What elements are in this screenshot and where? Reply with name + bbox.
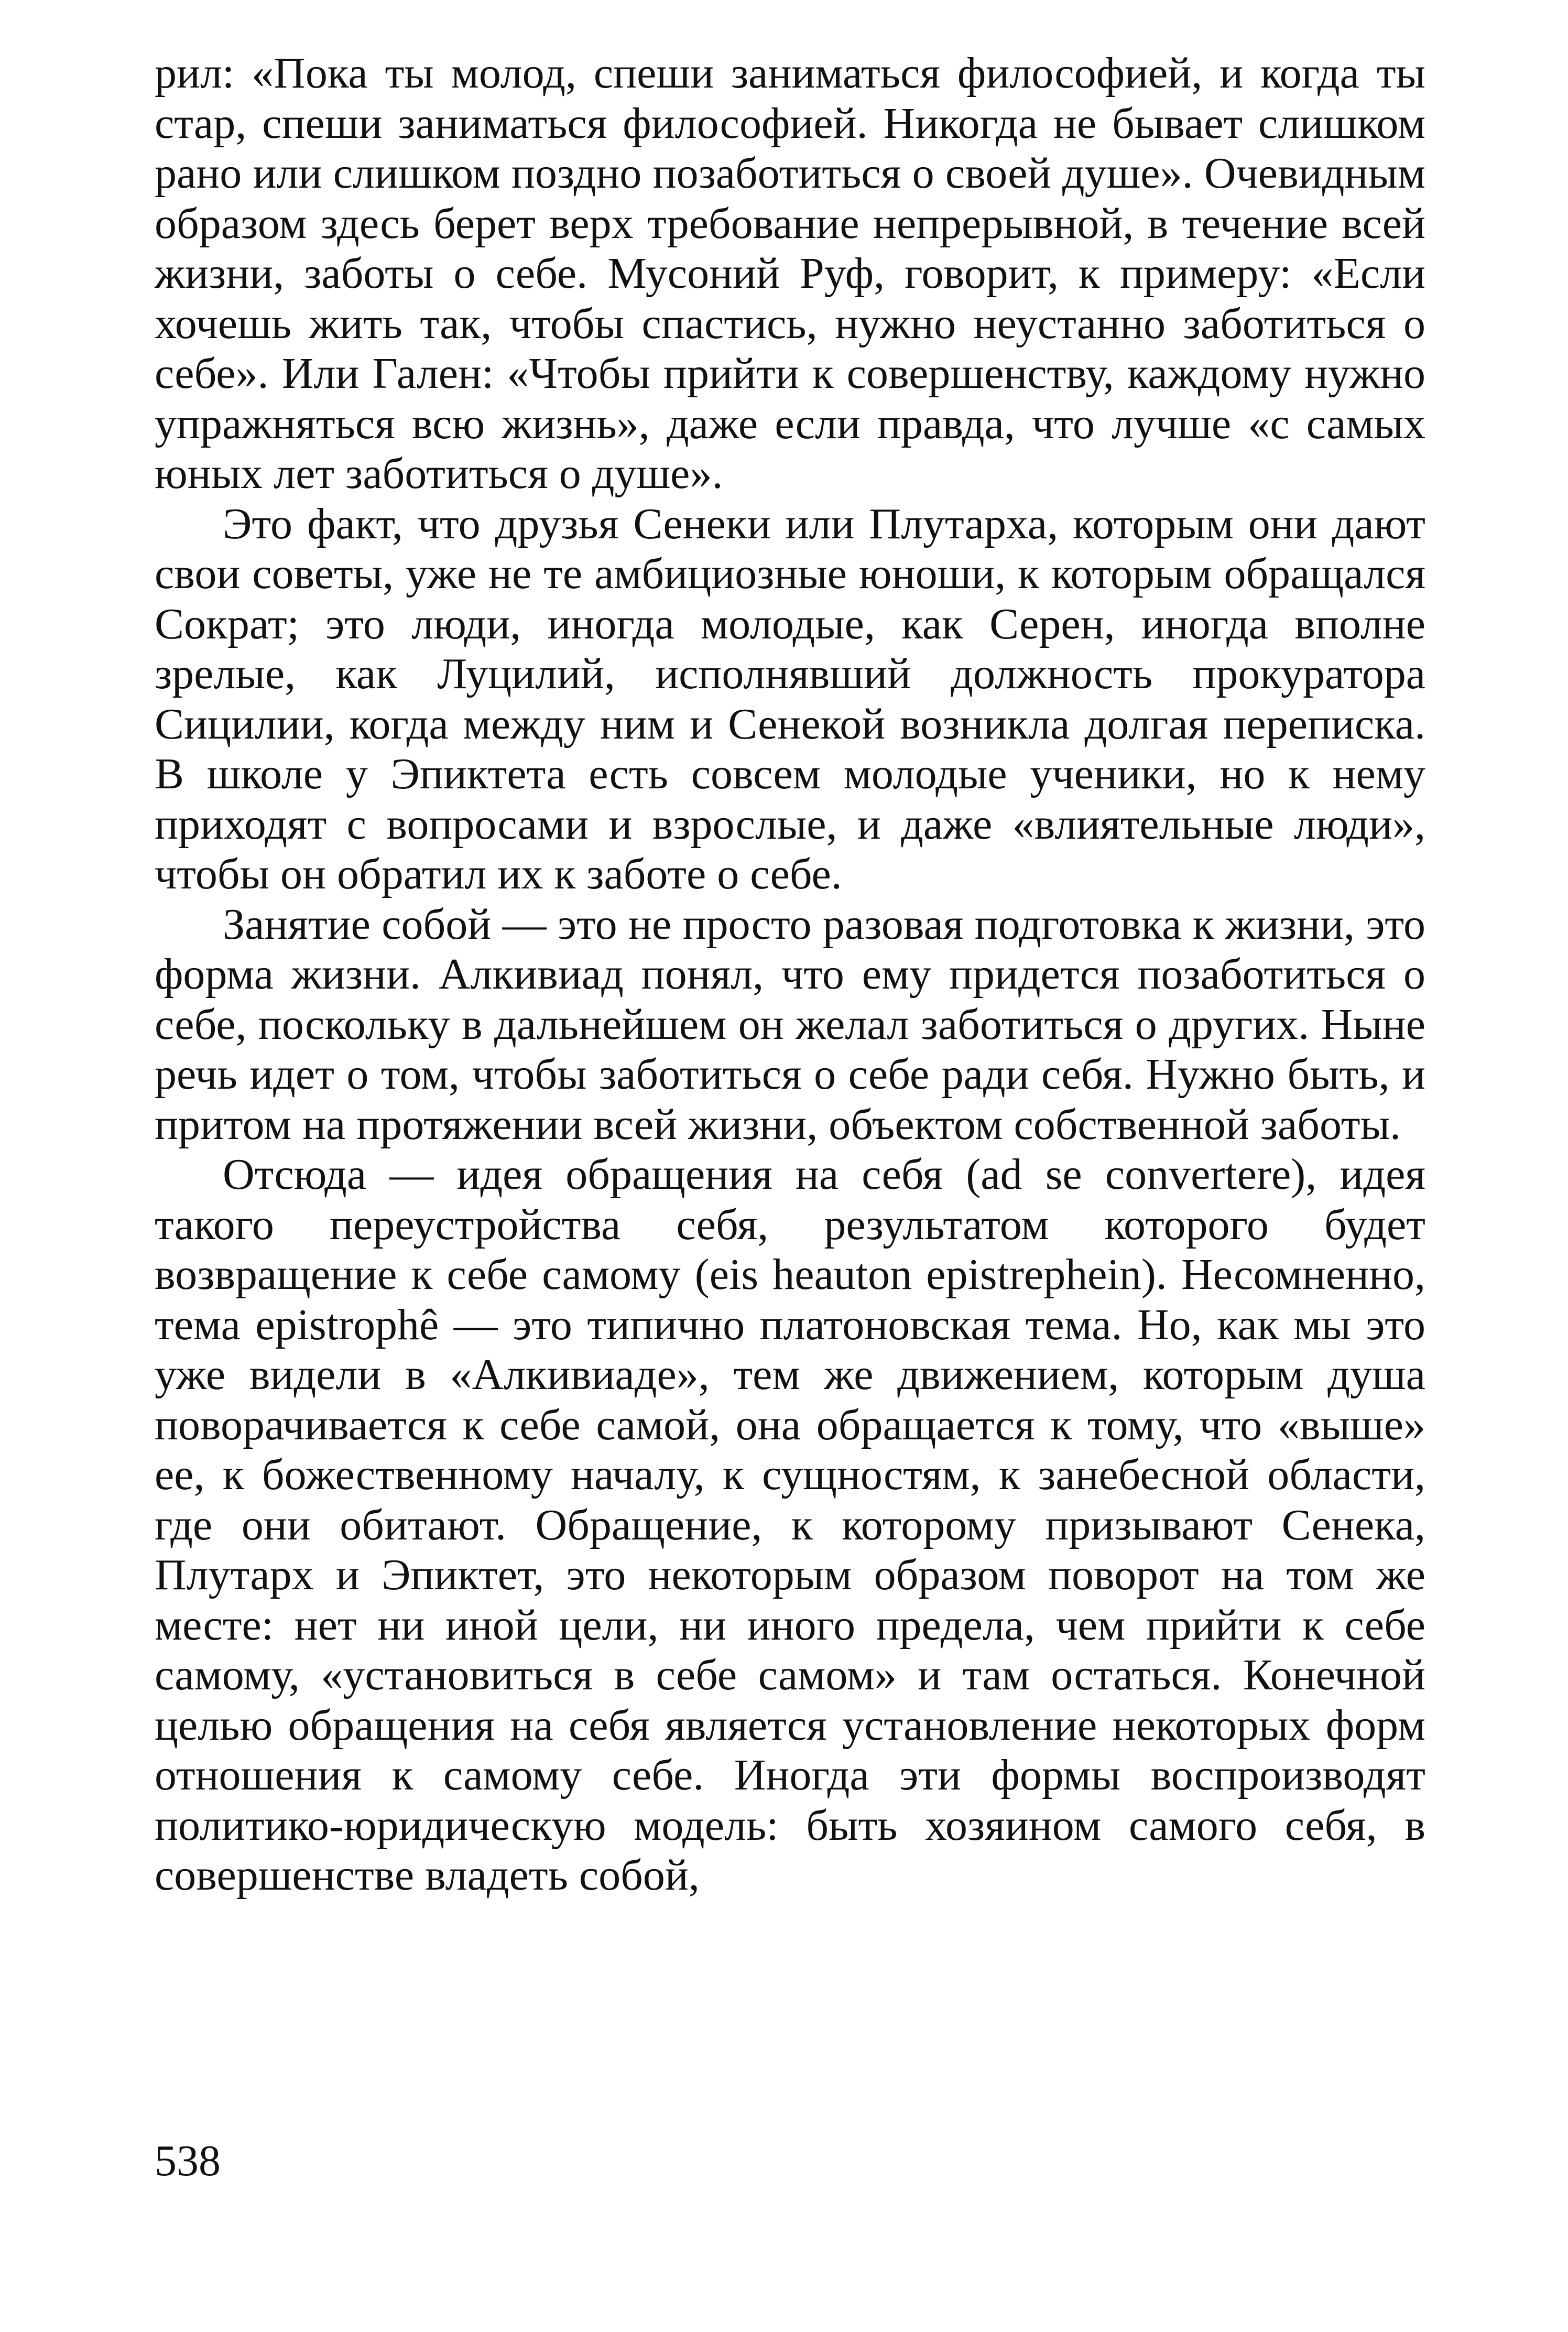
paragraph: рил: «Пока ты молод, спеши заниматься философией, и когда ты стар, спеши заниматься философией. Никогда не бывает слишком рано или слишком поздно позаботиться о своей душе». Очевидным образом здесь берет верх требование непрерывной, в течение всей жизни, заботы о себе. Мусоний Руф, говорит, к примеру: «Если хочешь жить так, чтобы спастись, нужно неустанно заботиться о себе». Или Гален: «Чтобы прийти к совершенству, каждому нужно упражняться всю жизнь», даже если правда, что лучше «с самых юных лет заботиться о душе». (155, 49, 1425, 498)
paragraph: Отсюда — идея обращения на себя (ad se convertere), идея такого переустройства себя, результатом которого будет возвращение к себе самому (eis heauton epistrephein). Несомненно, тема epistrophê — это типично платоновская тема. Но, как мы это уже видели в «Алкивиаде», тем же движением, которым душа поворачивается к себе самой, она обращается к тому, что «выше» ее, к божественному началу, к сущностям, к занебесной области, где они обитают. Обращение, к которому призывают Сенека, Плутарх и Эпиктет, это некоторым образом поворот на том же месте: нет ни иной цели, ни иного предела, чем прийти к себе самому, «установиться в себе самом» и там остаться. Конечной целью обращения на себя является установление некоторых форм отношения к самому себе. Иногда эти формы воспроизводят политико-юридическую модель: быть хозяином самого себя, в совершенстве владеть собой, (155, 1150, 1425, 1900)
page-number: 538 (155, 2136, 221, 2185)
body-text (155, 48, 1425, 1901)
paragraph: Это факт, что друзья Сенеки или Плутарха, которым они дают свои советы, уже не те амбициозные юноши, к которым обращался Сократ; это люди, иногда молодые, как Серен, иногда вполне зрелые, как Луцилий, исполнявший должность прокуратора Сицилии, когда между ним и Сенекой возникла долгая переписка. В школе у Эпиктета есть совсем молодые ученики, но к нему приходят с вопросами и взрослые, и даже «влиятельные люди», чтобы он обратил их к заботе о себе. (155, 499, 1425, 898)
paragraph: Занятие собой — это не просто разовая подготовка к жизни, это форма жизни. Алкивиад понял, что ему придется позаботиться о себе, поскольку в дальнейшем он желал заботиться о других. Ныне речь идет о том, чтобы заботиться о себе ради себя. Нужно быть, и притом на протяжении всей жизни, объектом собственной заботы. (155, 899, 1425, 1149)
